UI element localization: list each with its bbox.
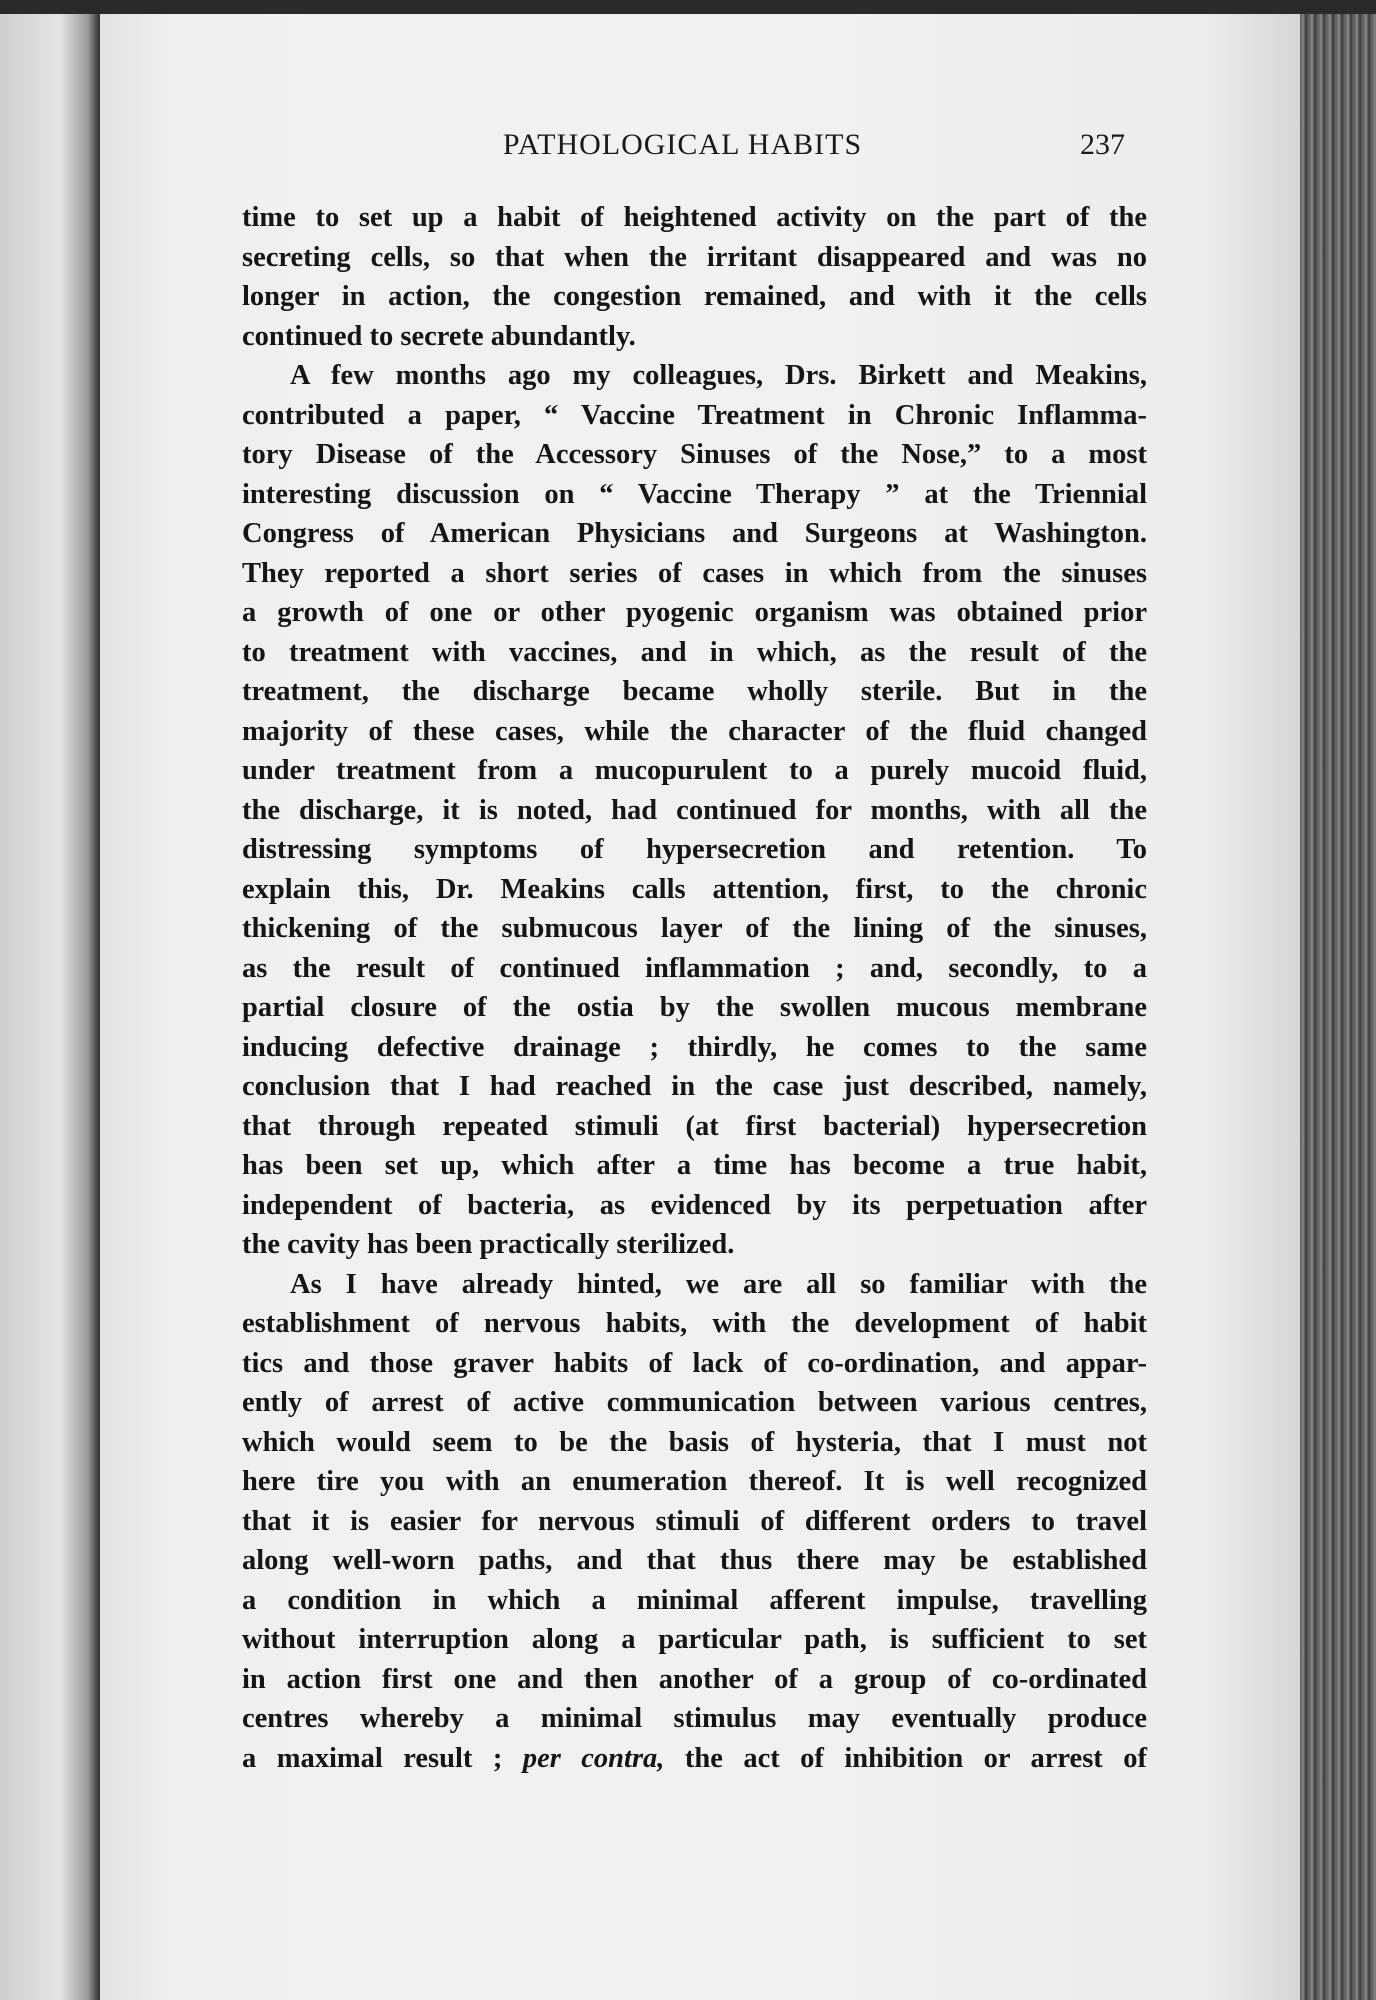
text-line: inducing defective drainage ; thirdly, he comes to the same xyxy=(242,1031,1147,1063)
text-line: majority of these cases, while the character of the fluid changed xyxy=(242,715,1147,747)
text-line-final xyxy=(242,1739,1147,1779)
text-line: A few months ago my colleagues, Drs. Birkett and Meakins, xyxy=(290,360,1147,391)
text-line: a growth of one or other pyogenic organism was obtained prior xyxy=(242,597,1147,628)
italic-phrase: per contra, xyxy=(522,1742,665,1774)
text-line: a condition in which a minimal afferent impulse, travelling xyxy=(242,1584,1147,1616)
paragraph-3 xyxy=(242,1265,1147,1779)
text-line: tory Disease of the Accessory Sinuses of the Nose,” to a most xyxy=(242,439,1147,470)
text-line: centres whereby a minimal stimulus may eventually produce xyxy=(242,1703,1147,1734)
running-head xyxy=(240,128,1125,168)
text-line: which would seem to be the basis of hysteria, that I must not xyxy=(242,1426,1147,1458)
text-line: conclusion that I had reached in the case just described, namely, xyxy=(242,1071,1147,1102)
text-line: thickening of the submucous layer of the lining of the sinuses, xyxy=(242,913,1147,944)
text-line: the cavity has been practically sterilized. xyxy=(242,1229,735,1260)
text-line: establishment of nervous habits, with the development of habit xyxy=(242,1308,1147,1339)
text-line: the discharge, it is noted, had continued for months, with all the xyxy=(242,794,1147,826)
text-segment: a maximal result ; xyxy=(242,1742,523,1774)
text-line: that through repeated stimuli (at first bacterial) hypersecretion xyxy=(242,1110,1147,1142)
text-line: ently of arrest of active communication between various centres, xyxy=(242,1387,1147,1418)
text-line: in action first one and then another of a group of co-ordinated xyxy=(242,1663,1147,1695)
text-line: As I have already hinted, we are all so familiar with the xyxy=(290,1268,1147,1300)
paragraph-2 xyxy=(242,356,1147,1265)
paragraph-1 xyxy=(242,198,1147,356)
body-text xyxy=(242,198,1147,1778)
text-line: has been set up, which after a time has become a true habit, xyxy=(242,1150,1147,1181)
running-title: PATHOLOGICAL HABITS xyxy=(502,128,863,161)
text-line: without interruption along a particular path, is sufficient to set xyxy=(242,1624,1147,1655)
text-line: treatment, the discharge became wholly sterile. But in the xyxy=(242,676,1147,707)
text-line: longer in action, the congestion remained, and with it the cells xyxy=(242,281,1147,312)
text-line: here tire you with an enumeration thereof. It is well recognized xyxy=(242,1466,1147,1497)
text-line: that it is easier for nervous stimuli of different orders to travel xyxy=(242,1505,1147,1537)
text-line: distressing symptoms of hypersecretion and retention. To xyxy=(242,834,1147,865)
text-line: explain this, Dr. Meakins calls attention, first, to the chronic xyxy=(242,873,1147,905)
text-line: continued to secrete abundantly. xyxy=(242,320,636,352)
text-line: along well-worn paths, and that thus there may be established xyxy=(242,1545,1147,1576)
text-line: They reported a short series of cases in which from the sinuses xyxy=(242,557,1147,589)
text-line: as the result of continued inflammation ; and, secondly, to a xyxy=(242,952,1147,984)
page-number: 237 xyxy=(1080,128,1125,161)
text-line: tics and those graver habits of lack of co-ordination, and appar- xyxy=(242,1347,1147,1379)
text-line: secreting cells, so that when the irritant disappeared and was no xyxy=(242,241,1147,273)
text-line: under treatment from a mucopurulent to a purely mucoid fluid, xyxy=(242,755,1147,786)
text-line: contributed a paper, “ Vaccine Treatment in Chronic Inflamma- xyxy=(242,399,1147,431)
text-line: time to set up a habit of heightened activity on the part of the xyxy=(242,202,1147,233)
text-line: partial closure of the ostia by the swollen mucous membrane xyxy=(242,992,1147,1023)
page-stack-edge xyxy=(1300,14,1376,2000)
text-segment: the act of inhibition or arrest of xyxy=(664,1742,1147,1774)
text-line: independent of bacteria, as evidenced by its perpetuation after xyxy=(242,1189,1147,1221)
facing-page-edge xyxy=(0,14,100,2000)
text-line: to treatment with vaccines, and in which, as the result of the xyxy=(242,636,1147,668)
text-line: Congress of American Physicians and Surgeons at Washington. xyxy=(242,518,1147,549)
text-line: interesting discussion on “ Vaccine Therapy ” at the Triennial xyxy=(242,478,1147,510)
